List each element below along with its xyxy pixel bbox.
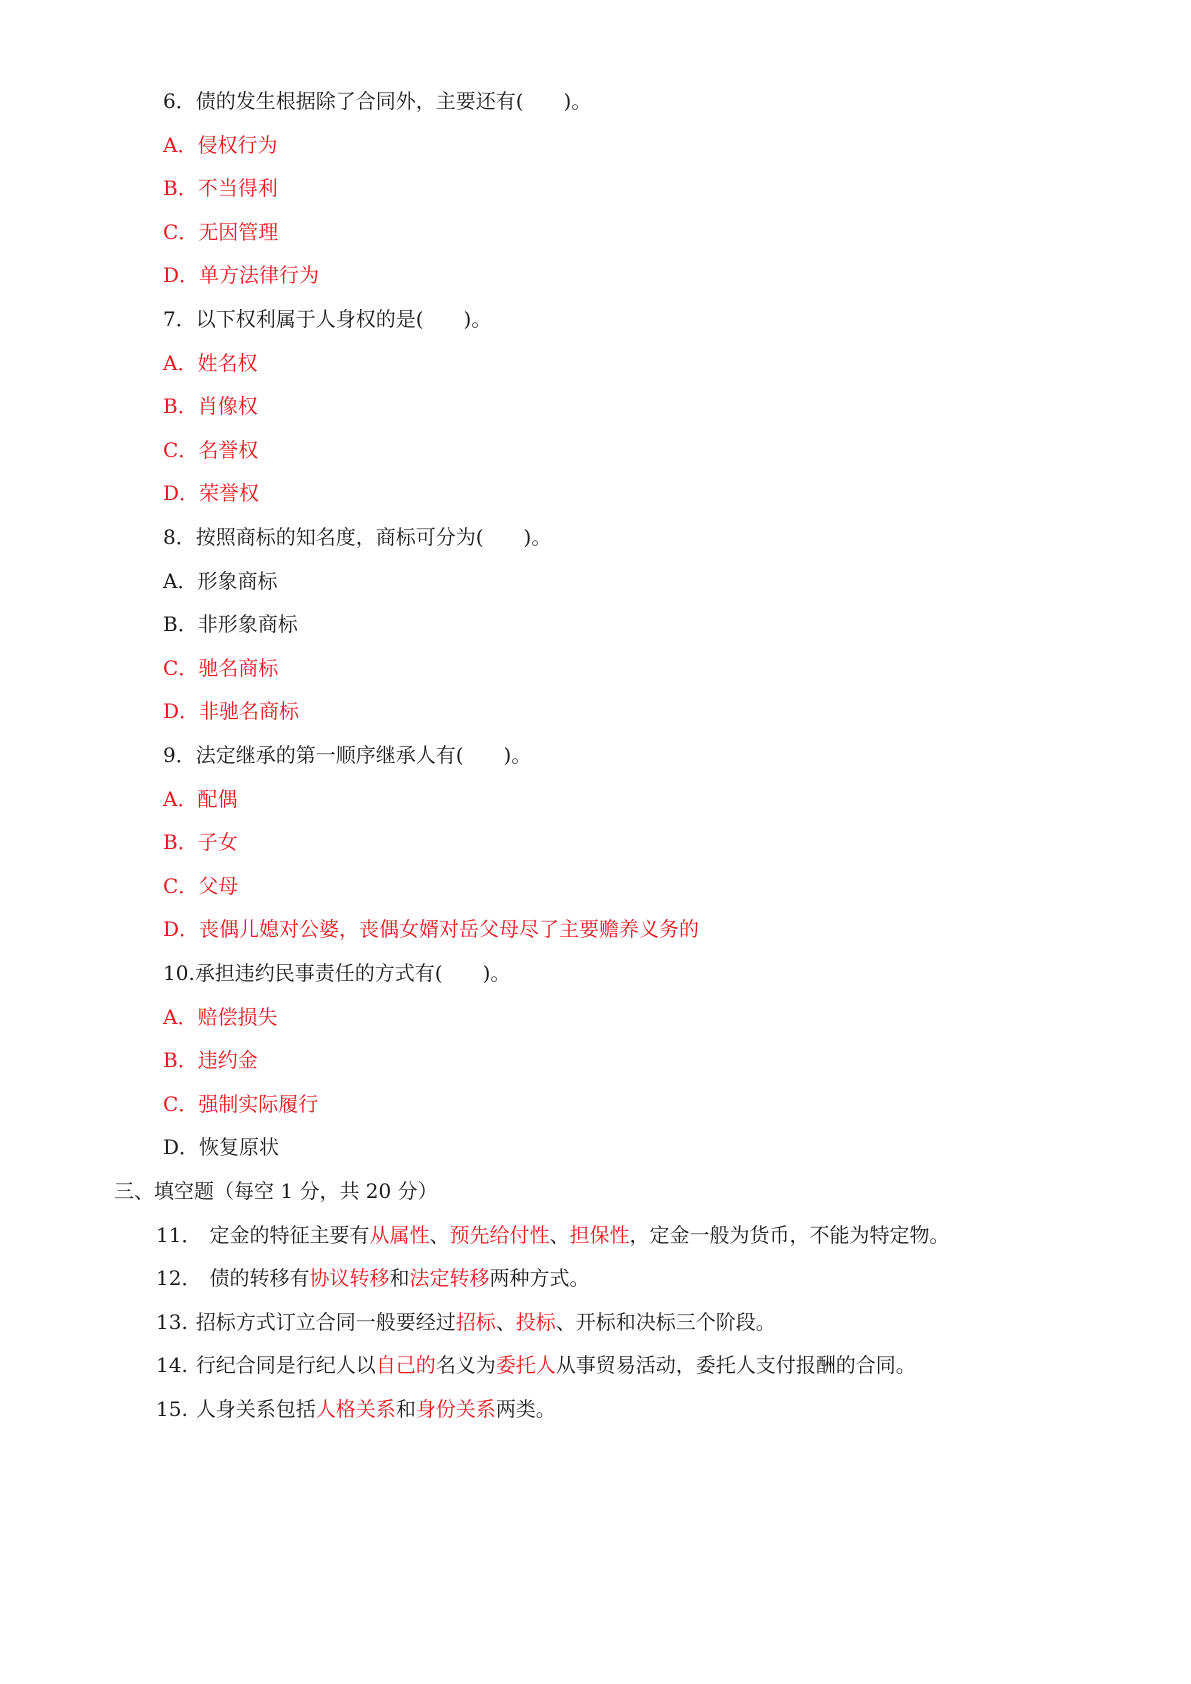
- fill-text: 从事贸易活动，委托人支付报酬的合同。: [555, 1353, 916, 1378]
- option-letter: C．: [163, 873, 199, 898]
- option-line: [0, 567, 1191, 595]
- fill-item-line: [0, 1351, 1191, 1379]
- option-text: 无因管理: [198, 219, 279, 244]
- fill-text: 、: [549, 1222, 570, 1247]
- option-letter: D．: [163, 1135, 200, 1160]
- option-letter: A．: [163, 786, 198, 811]
- option-line: [0, 479, 1191, 507]
- question-line: [0, 523, 1191, 551]
- fill-text: 名义为: [435, 1353, 496, 1378]
- fill-answer: 协议转移: [309, 1266, 390, 1291]
- option-line: [0, 218, 1191, 246]
- option-text: 单方法律行为: [199, 263, 320, 288]
- option-line: [0, 828, 1191, 856]
- question-number: 8．: [163, 525, 196, 549]
- question-line: [0, 87, 1191, 115]
- option-text: 非形象商标: [197, 612, 298, 637]
- option-line: [0, 1046, 1191, 1074]
- option-text: 侵权行为: [197, 132, 278, 157]
- option-text: 荣誉权: [199, 481, 260, 506]
- fill-answer: 委托人: [495, 1353, 556, 1378]
- fill-text: 招标方式订立合同一般要经过: [195, 1309, 456, 1334]
- fill-text: 两类。: [495, 1397, 556, 1421]
- option-line: [0, 1003, 1191, 1031]
- option-letter: B．: [163, 1048, 198, 1073]
- option-line: [0, 915, 1191, 943]
- option-text: 姓名权: [197, 350, 258, 375]
- option-line: [0, 261, 1191, 289]
- option-letter: B．: [163, 830, 198, 855]
- option-letter: D．: [163, 699, 200, 724]
- question-text: 按照商标的知名度，商标可分为( )。: [195, 525, 552, 549]
- fill-item-number: 12．: [156, 1266, 202, 1291]
- question-text: 法定继承的第一顺序继承人有( )。: [195, 743, 532, 767]
- option-text: 恢复原状: [199, 1135, 280, 1160]
- option-letter: C．: [163, 219, 199, 244]
- option-letter: D．: [163, 917, 200, 942]
- fill-item-line: [0, 1395, 1191, 1423]
- fill-text: 行纪合同是行纪人以: [195, 1353, 376, 1378]
- option-text: 非驰名商标: [199, 699, 300, 724]
- question-line: [0, 959, 1191, 987]
- fill-text: ，定金一般为货币，不能为特定物。: [629, 1222, 950, 1247]
- question-number: 10.: [163, 961, 195, 985]
- fill-answer: 法定转移: [409, 1266, 490, 1291]
- question-line: [0, 741, 1191, 769]
- fill-answer: 预先给付性: [449, 1222, 550, 1247]
- option-line: [0, 872, 1191, 900]
- option-text: 肖像权: [197, 394, 258, 419]
- fill-item-line: [0, 1308, 1191, 1336]
- option-letter: A．: [163, 132, 198, 157]
- question-text: 债的发生根据除了合同外，主要还有( )。: [195, 89, 592, 113]
- option-letter: B．: [163, 612, 198, 637]
- question-number: 6．: [163, 89, 196, 113]
- fill-text: 债的转移有: [209, 1266, 310, 1291]
- option-text: 配偶: [197, 786, 238, 811]
- question-text: 承担违约民事责任的方式有( )。: [194, 961, 511, 985]
- option-text: 驰名商标: [198, 655, 279, 680]
- fill-item-line: [0, 1221, 1191, 1249]
- option-letter: C．: [163, 655, 199, 680]
- option-text: 强制实际履行: [198, 1091, 319, 1116]
- option-line: [0, 1090, 1191, 1118]
- question-line: [0, 305, 1191, 333]
- option-letter: D．: [163, 481, 200, 506]
- option-letter: D．: [163, 263, 200, 288]
- fill-text: 两种方式。: [489, 1266, 590, 1291]
- fill-text: 、开标和决标三个阶段。: [555, 1309, 776, 1334]
- question-text: 以下权利属于人身权的是( )。: [195, 307, 492, 331]
- fill-answer: 招标: [455, 1309, 496, 1334]
- option-line: [0, 785, 1191, 813]
- option-letter: A．: [163, 350, 198, 375]
- section-heading: [0, 1177, 1191, 1205]
- option-text: 名誉权: [198, 437, 259, 462]
- fill-text: 和: [395, 1397, 416, 1421]
- question-number: 7．: [163, 307, 196, 331]
- option-text: 父母: [198, 873, 239, 898]
- fill-answer: 自己的: [375, 1353, 436, 1378]
- option-letter: A．: [163, 1004, 198, 1029]
- fill-item-number: 14.: [156, 1353, 188, 1378]
- fill-answer: 身份关系: [415, 1397, 496, 1421]
- option-text: 违约金: [197, 1048, 258, 1073]
- option-letter: B．: [163, 176, 198, 201]
- section-title: 三、填空题（每空 1 分，共 20 分）: [114, 1179, 438, 1203]
- option-line: [0, 349, 1191, 377]
- option-letter: C．: [163, 1091, 199, 1116]
- option-line: [0, 654, 1191, 682]
- option-line: [0, 697, 1191, 725]
- fill-item-number: 13.: [156, 1309, 188, 1334]
- fill-item-number: 15.: [156, 1397, 188, 1421]
- option-text: 赔偿损失: [197, 1004, 278, 1029]
- fill-item-number: 11．: [156, 1222, 202, 1247]
- option-letter: C．: [163, 437, 199, 462]
- fill-text: 、: [429, 1222, 450, 1247]
- option-line: [0, 1133, 1191, 1161]
- fill-text: 、: [495, 1309, 516, 1334]
- option-text: 形象商标: [197, 568, 278, 593]
- option-text: 子女: [197, 830, 238, 855]
- option-text: 不当得利: [197, 176, 278, 201]
- option-letter: B．: [163, 394, 198, 419]
- fill-text: 人身关系包括: [195, 1397, 316, 1421]
- fill-answer: 担保性: [569, 1222, 630, 1247]
- fill-answer: 人格关系: [315, 1397, 396, 1421]
- option-letter: A．: [163, 568, 198, 593]
- option-line: [0, 392, 1191, 420]
- option-line: [0, 436, 1191, 464]
- fill-text: 定金的特征主要有: [209, 1222, 370, 1247]
- option-line: [0, 174, 1191, 202]
- fill-text: 和: [389, 1266, 410, 1291]
- fill-item-line: [0, 1264, 1191, 1292]
- option-text: 丧偶儿媳对公婆，丧偶女婿对岳父母尽了主要赡养义务的: [199, 917, 700, 942]
- option-line: [0, 131, 1191, 159]
- fill-answer: 从属性: [369, 1222, 430, 1247]
- option-line: [0, 610, 1191, 638]
- question-number: 9．: [163, 743, 196, 767]
- fill-answer: 投标: [515, 1309, 556, 1334]
